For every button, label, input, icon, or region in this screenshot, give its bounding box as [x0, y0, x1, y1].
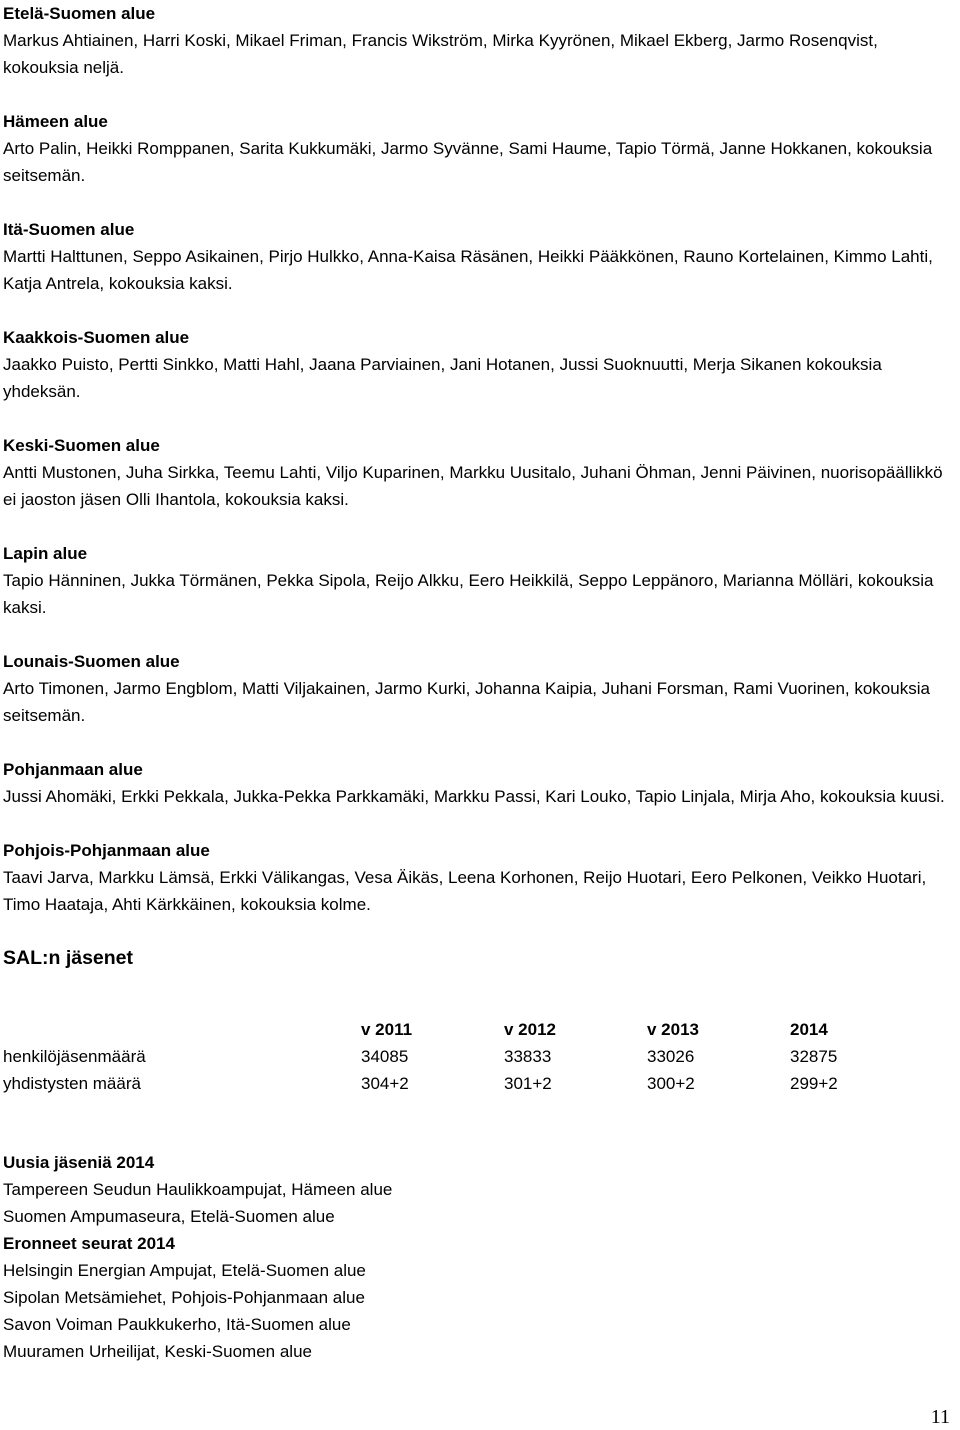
section-title: Pohjois-Pohjanmaan alue	[3, 841, 210, 860]
table-header-row	[3, 1016, 933, 1043]
column-header: v 2013	[647, 1019, 699, 1039]
column-header: 2014	[790, 1019, 828, 1039]
section-title: Keski-Suomen alue	[3, 436, 160, 455]
region-section-etela-suomi	[3, 0, 953, 81]
table-cell: 300+2	[647, 1073, 695, 1093]
region-section-hame	[3, 108, 953, 189]
table-cell: 34085	[361, 1046, 409, 1066]
region-section-kaakkois-suomi	[3, 324, 953, 405]
section-text: Antti Mustonen, Juha Sirkka, Teemu Lahti, Viljo Kuparinen, Markku Uusitalo, Juhani Öhman, Jenni Päivinen, nuorisopäällikkö ei jaoston jäsen Olli Ihantola, kokouksia kaksi.	[3, 463, 943, 509]
region-section-ita-suomi	[3, 216, 953, 297]
column-header: v 2012	[504, 1019, 556, 1039]
section-text: Markus Ahtiainen, Harri Koski, Mikael Friman, Francis Wikström, Mirka Kyyrönen, Mikael Ekberg, Jarmo Rosenqvist, kokouksia neljä.	[3, 31, 878, 77]
section-text: Tapio Hänninen, Jukka Törmänen, Pekka Sipola, Reijo Alkku, Eero Heikkilä, Seppo Leppänoro, Marianna Mölläri, kokouksia kaksi.	[3, 571, 934, 617]
table-cell: 33833	[504, 1046, 552, 1066]
resigned-heading: Eronneet seurat 2014	[3, 1234, 175, 1253]
section-title: Etelä-Suomen alue	[3, 4, 156, 23]
section-text: Arto Palin, Heikki Romppanen, Sarita Kukkumäki, Jarmo Syvänne, Sami Haume, Tapio Törmä, Janne Hokkanen, kokouksia seitsemän.	[3, 139, 933, 185]
section-text: Jussi Ahomäki, Erkki Pekkala, Jukka-Pekka Parkkamäki, Markku Passi, Kari Louko, Tapio Linjala, Mirja Aho, kokouksia kuusi.	[3, 787, 945, 806]
new-members-heading: Uusia jäseniä 2014	[3, 1153, 155, 1172]
list-item: Tampereen Seudun Haulikkoampujat, Hämeen alue	[3, 1180, 393, 1199]
section-text: Jaakko Puisto, Pertti Sinkko, Matti Hahl, Jaana Parviainen, Jani Hotanen, Jussi Suoknuutti, Merja Sikanen kokouksia yhdeksän.	[3, 355, 882, 401]
region-section-pohjanmaa	[3, 756, 953, 810]
row-label: henkilöjäsenmäärä	[3, 1046, 146, 1066]
region-section-keski-suomi	[3, 432, 953, 513]
section-title: Lounais-Suomen alue	[3, 652, 180, 671]
section-title: Kaakkois-Suomen alue	[3, 328, 190, 347]
section-text: Martti Halttunen, Seppo Asikainen, Pirjo Hulkko, Anna-Kaisa Räsänen, Heikki Pääkkönen, Rauno Kortelainen, Kimmo Lahti, Katja Antrela, kokouksia kaksi.	[3, 247, 933, 293]
list-item: Savon Voiman Paukkukerho, Itä-Suomen alue	[3, 1315, 351, 1334]
table-cell: 301+2	[504, 1073, 552, 1093]
list-item: Suomen Ampumaseura, Etelä-Suomen alue	[3, 1207, 335, 1226]
table-corner-cell	[3, 1016, 361, 1043]
document-page	[3, 0, 953, 1365]
section-title: Itä-Suomen alue	[3, 220, 135, 239]
row-label: yhdistysten määrä	[3, 1073, 141, 1093]
table-row	[3, 1043, 933, 1070]
region-section-lappi	[3, 540, 953, 621]
table-cell: 299+2	[790, 1073, 838, 1093]
list-item: Muuramen Urheilijat, Keski-Suomen alue	[3, 1342, 312, 1361]
page-number: 11	[930, 1406, 950, 1428]
table-cell: 33026	[647, 1046, 695, 1066]
region-section-pohjois-pohjanmaa	[3, 837, 953, 918]
section-text: Arto Timonen, Jarmo Engblom, Matti Viljakainen, Jarmo Kurki, Johanna Kaipia, Juhani Forsman, Rami Vuorinen, kokouksia seitsemän.	[3, 679, 930, 725]
members-heading: SAL:n jäsenet	[3, 947, 134, 969]
section-title: Hämeen alue	[3, 112, 108, 131]
region-section-lounais-suomi	[3, 648, 953, 729]
club-changes	[3, 1149, 953, 1365]
section-title: Pohjanmaan alue	[3, 760, 143, 779]
table-row	[3, 1070, 933, 1097]
list-item: Sipolan Metsämiehet, Pohjois-Pohjanmaan alue	[3, 1288, 365, 1307]
table-cell: 32875	[790, 1046, 838, 1066]
members-table	[3, 1016, 933, 1097]
column-header: v 2011	[361, 1019, 413, 1039]
list-item: Helsingin Energian Ampujat, Etelä-Suomen alue	[3, 1261, 366, 1280]
section-title: Lapin alue	[3, 544, 88, 563]
table-cell: 304+2	[361, 1073, 409, 1093]
section-text: Taavi Jarva, Markku Lämsä, Erkki Välikangas, Vesa Äikäs, Leena Korhonen, Reijo Huotari, Eero Pelkonen, Veikko Huotari, Timo Haataja, Ahti Kärkkäinen, kokouksia kolme.	[3, 868, 927, 914]
